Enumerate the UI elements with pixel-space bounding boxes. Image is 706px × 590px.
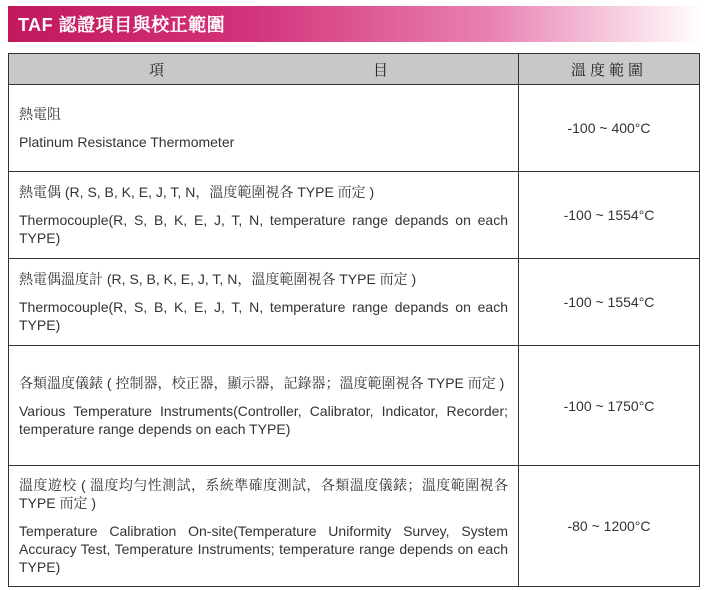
item-cell [9,466,519,587]
item-zh: 熱電阻 [19,106,61,122]
item-en: Platinum Resistance Thermometer [19,134,235,150]
item-zh: 熱電偶溫度計 (R, S, B, K, E, J, T, N，溫度範圍視各 TYPE 而定 ) [19,271,417,287]
page-title: TAF 認證項目與校正範圍 [18,15,226,35]
table-row [9,172,700,259]
item-zh: 各類溫度儀錶 ( 控制器，校正器，顯示器，記錄器；溫度範圍視各 TYPE 而定 ) [19,374,505,391]
range-column-header: 溫度範圍 [519,54,700,85]
item-header-right: 目 [372,61,388,79]
range-cell: -100 ~ 1554°C [519,259,700,346]
range-cell: -80 ~ 1200°C [519,466,700,587]
item-en: Thermocouple(R, S, B, K, E, J, T, N, temperature range depands on each TYPE) [19,299,508,333]
item-zh: 熱電偶 (R, S, B, K, E, J, T, N，溫度範圍視各 TYPE 而定 ) [19,184,375,200]
item-cell [9,172,519,259]
calibration-table [8,53,700,587]
table-row [9,259,700,346]
table-row [9,466,700,587]
item-zh: 溫度遊校 ( 溫度均勻性測試，系統準確度測試，各類溫度儀錶；溫度範圍視各 TYPE 而定 ) [19,477,508,511]
table-header-row [9,54,700,85]
item-cell [9,259,519,346]
item-header-left: 項 [149,61,165,79]
item-cell [9,85,519,172]
table-row [9,346,700,466]
range-cell: -100 ~ 1750°C [519,346,700,466]
item-cell [9,346,519,466]
item-column-header [9,54,519,85]
range-cell: -100 ~ 1554°C [519,172,700,259]
title-bar [8,6,702,42]
item-en: Various Temperature Instruments(Controller, Calibrator, Indicator, Recorder; temperature range depends on each TYPE) [19,402,508,437]
item-en: Temperature Calibration On-site(Temperature Uniformity Survey, System Accuracy Test, Temperature Instruments; temperature range depends on each TYPE) [19,523,508,575]
table-row [9,85,700,172]
item-en: Thermocouple(R, S, B, K, E, J, T, N, temperature range depands on each TYPE) [19,212,508,246]
range-cell: -100 ~ 400°C [519,85,700,172]
